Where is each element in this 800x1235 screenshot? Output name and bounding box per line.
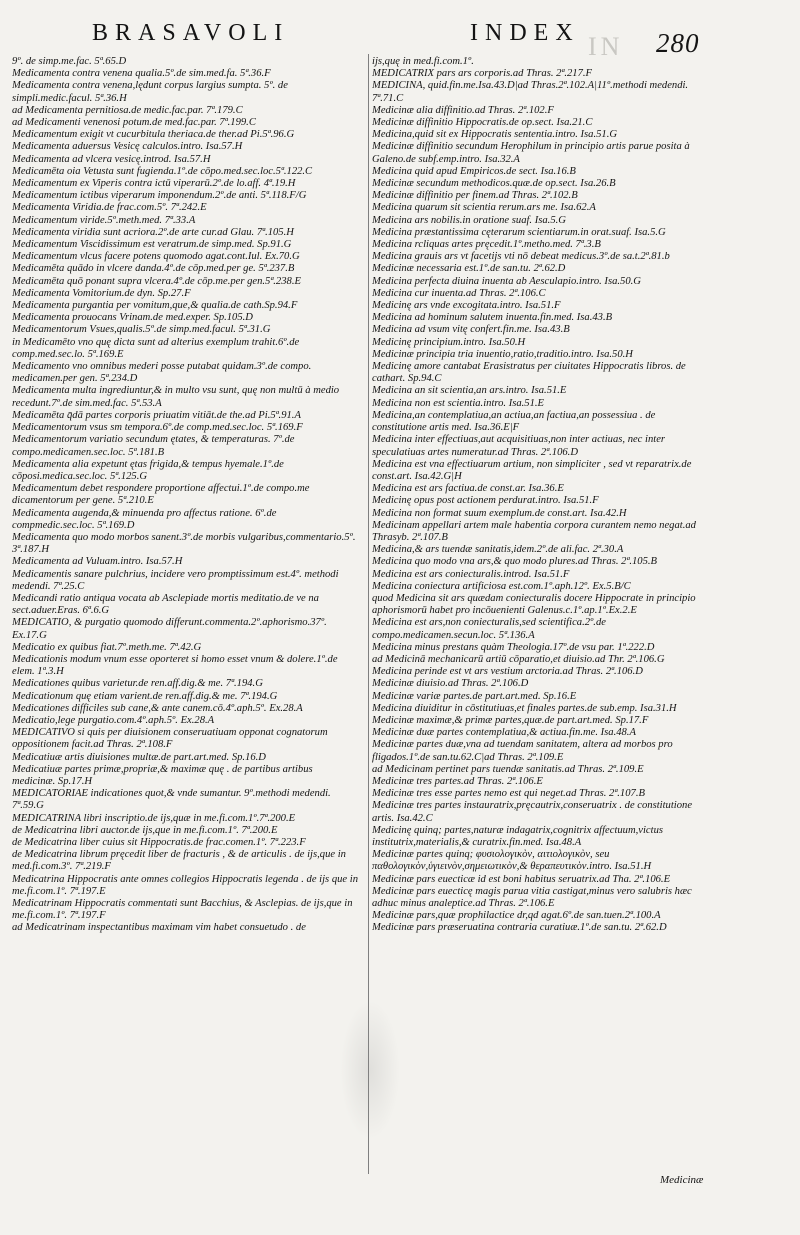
index-entry: Medicinę opus post actionem perdurat.intro. Isa.51.F (372, 495, 599, 507)
index-entry: Medicatio,lege purgatio.com.4º.aph.5º. Ex.28.A (12, 714, 215, 726)
index-entry: Medicinæ pars,quæ prophilactice dr,qd agat.6º.de san.tuen.2ª.100.A (372, 910, 661, 922)
index-entry: Medicinæ diffinitio Hippocratis.de op.sect. Isa.21.C (372, 117, 593, 129)
index-entry: Medicina perfecta diuina inuenta ab Aesculapio.intro. Isa.50.G (372, 275, 641, 287)
index-entry: Medicinæ diuisio.ad Thras. 2ª.106.D (372, 678, 529, 690)
index-entry: Medicamenta contra venena,lędunt corpus largius sumpta. 5º. de simpli.medic.facul. 5ª.36.H (12, 80, 288, 104)
index-entry: Medicamenta multa ingrediuntur,& in multo vsu sunt, quę non multū à medio recedunt.7º.de sim.med.fac. 5ª.53.A (12, 385, 340, 409)
index-entry: Medicinę amore cantabat Erasistratus per ciuitates Hippocratis libros. de cathart. Sp.94.C (372, 361, 686, 385)
index-column-left (12, 56, 358, 935)
index-entry: Medicamenta Viridia.de frac.com.5º. 7ª.242.E (12, 202, 207, 214)
index-entry: Medicamenta aduersus Vesicę calculos.intro. Isa.57.H (12, 141, 243, 153)
index-entry: Medicamenta viridia sunt acriora.2º.de arte cur.ad Glau. 7ª.105.H (12, 226, 294, 238)
index-entry: Medicamenta Vomitorium.de dyn. Sp.27.F (12, 287, 191, 299)
index-entry: Medicamentorum variatio secundum ętates, & temperaturas. 7º.de compo.medicamen.sec.loc. 5ª.181.B (12, 434, 295, 458)
index-entry: Medicina quarum sit scientia rerum.ars me. Isa.62.A (372, 202, 596, 214)
index-entry: Medicinæ alia diffinitio.ad Thras. 2ª.102.F (372, 104, 554, 116)
index-entry: Medicamentum vlcus facere potens quomodo agat.cont.Iul. Ex.70.G (12, 251, 300, 263)
index-entry: Medicamenta purgantia per vomitum,que,& qualia.de cath.Sp.94.F (12, 300, 298, 312)
index-entry: Medicinæ partes quinq; φυσιολογικὸν, αιτιολογικὸν, seu παθολογικὸν,ὑγιεινὸν,σημειωτικὸν,& θεραπευτικὸν.intro. Isa.51.H (372, 849, 652, 873)
index-entry: Medicamenta alia expetunt ętas frigida,& tempus hyemale.1º.de cōposi.medica.sec.loc. 5ª.125.G (12, 458, 284, 482)
index-entry: Medicinæ tres esse partes nemo est qui neget.ad Thras. 2ª.107.B (372, 788, 645, 800)
index-entry: Medicina grauis ars vt facetijs vti nō debeat medicus.3º.de sa.t.2ª.81.b (372, 251, 670, 263)
index-entry: Medicamentum Viscidissimum est veratrum.de simp.med. Sp.91.G (12, 239, 292, 251)
index-entry: Medicina perinde est vt ars vestium arctoria.ad Thras. 2ª.106.D (372, 666, 643, 678)
index-entry: Medicina est ars factiua.de const.ar. Isa.36.E (372, 483, 564, 495)
index-entry: in Medicamēto vno quę dicta sunt ad alterius exemplum trahit.6º.de comp.med.sec.lo. 5ª.169.E (12, 336, 300, 360)
index-entry: Medicina,an contemplatiua,an actiua,an factiua,an possessiua . de constitutione artis med. Isa.36.E|F (372, 409, 656, 434)
index-entry: Medicamentorum Vsues,qualis.5º.de simp.med.facul. 5ª.31.G (12, 324, 271, 336)
index-entry: Medicamentum exigit vt cucurbitula theriaca.de ther.ad Pi.5ª.96.G (12, 129, 295, 141)
index-entry: Medicinæ tres partes instauratrix,pręcautrix,conseruatrix . de constitutione artis. Isa.42.C (372, 800, 693, 824)
index-entry: ad Medicatrinam inspectantibus maximam vim habet consuetudo . de (12, 922, 306, 934)
index-entry: Medicandi ratio antiqua vocata ab Asclepiade mortis meditatio.de ve na sect.aduer.Eras. 6ª.6.G (12, 592, 319, 617)
index-entry: Medicatiuæ artis diuisiones multæ.de part.art.med. Sp.16.D (12, 751, 266, 763)
index-entry: Medicationum quę etiam varient.de ren.aff.dig.& me. 7ª.194.G (12, 690, 278, 702)
index-entry: Medicationis modum vnum esse oporteret si homo esset vnum & dolere.1º.de elem. 1ª.3.H (12, 653, 338, 678)
index-entry: Medicamentorum vsus sm tempora.6º.de comp.med.sec.loc. 5ª.169.F (12, 422, 303, 434)
index-entry: Medicina,quid sit ex Hippocratis sententia.intro. Isa.51.G (372, 129, 618, 141)
index-column-right (372, 56, 710, 935)
index-entry: ad Medicinā mechanicarū artiū cōparatio,et diuisio.ad Thr. 2ª.106.G (372, 653, 665, 665)
index-entry: Medicinæ tres partes.ad Thras. 2ª.106.E (372, 775, 543, 787)
index-entry: ad Medicinam pertinet pars tuendæ sanitatis.ad Thras. 2ª.109.E (372, 763, 644, 775)
index-entry: Medicinæ maximæ,& primæ partes,quæ.de part.art.med. Sp.17.F (372, 714, 649, 726)
index-entry: Medicinæ variæ partes.de part.art.med. Sp.16.E (372, 690, 577, 702)
index-entry: Medicina an sit scientia,an ars.intro. Isa.51.E (372, 385, 567, 397)
index-entry: de Medicatrina librum pręcedit liber de fracturis , & de articulis . de ijs,que in med.fi.com.3º. 7ª.219.F (12, 849, 346, 873)
index-entry: Medicatio ex quibus fiat.7º.meth.me. 7ª.42.G (12, 641, 202, 653)
index-entry: Medicina minus prestans quàm Theologia.17º.de vsu par. 1ª.222.D (372, 641, 655, 653)
index-entry: Medicinæ duæ partes contemplatiua,& actiua.fin.me. Isa.48.A (372, 727, 636, 739)
index-entry: Medicina præstantissima cęterarum scientiarum.in orat.suaf. Isa.5.G (372, 226, 666, 238)
index-entry: Medicamēta quādo in vlcere danda.4º.de cōp.med.per ge. 5ª.237.B (12, 263, 295, 275)
index-entry: Medicina inter effectiuas,aut acquisitiuas,non inter actiuas, nec inter speculatiuas artes numeratur.ad Thras. 2ª.106.D (372, 434, 666, 458)
index-entry: ad Medicamenta pernitiosa.de medic.fac.par. 7ª.179.C (12, 104, 243, 116)
index-entry: MEDICATIVO si quis per diuisionem conseruatiuam opponat cognatorum oppositionem facit.ad Thras. 2ª.108.F (12, 727, 328, 751)
page-number: 280 (656, 28, 700, 58)
index-entry: Medicamēta oia Vetusta sunt fugienda.1º.de cōpo.med.sec.loc.5ª.122.C (12, 165, 313, 177)
index-entry: Medicina ad vsum vitę confert.fin.me. Isa.43.B (372, 324, 570, 336)
index-entry: de Medicatrina liber cuius sit Hippocratis.de frac.comen.1º. 7ª.223.F (12, 837, 306, 848)
bleed-through-text: IN (588, 32, 624, 61)
index-entry: Medicationes quibus varietur.de ren.aff.dig.& me. 7ª.194.G (12, 678, 263, 690)
index-entry: Medicina quid apud Empiricos.de sect. Isa.16.B (372, 165, 576, 177)
index-entry: Medicinę ars vnde excogitata.intro. Isa.51.F (372, 300, 561, 312)
index-entry: de Medicatrina libri auctor.de ijs,que in me.fi.com.1º. 7ª.200.E (12, 824, 278, 836)
index-entry: Medicamenta ad vlcera vesicę.introd. Isa.57.H (12, 153, 211, 165)
index-entry: MEDICATRINA libri inscriptio.de ijs,quæ in me.fi.com.1º.7ª.200.E (12, 812, 296, 824)
index-entry: Medicamenta augenda,& minuenda pro affectus ratione. 6º.de compmedic.sec.loc. 5ª.169.D (12, 507, 277, 531)
catchword: Medicinæ (660, 1174, 704, 1186)
index-entry: Medicamēta quō ponant supra vlcera.4º.de cōp.me.per gen.5ª.238.E (12, 275, 301, 287)
index-entry: Medicina quo modo vna ars,& quo modo plures.ad Thras. 2ª.105.B (372, 556, 658, 568)
index-entry: MEDICATORIAE indicationes quot,& vnde sumantur. 9º.methodi medendi. 7ª.59.G (12, 788, 331, 812)
index-entry: Medicinæ diffinitio per finem.ad Thras. 2ª.102.B (372, 190, 578, 202)
index-entry: Medicinæ principia tria inuentio,ratio,traditio.intro. Isa.50.H (372, 348, 633, 360)
index-entry: MEDICATIO, & purgatio quomodo differunt.commenta.2º.aphorismo.37º. Ex.17.G (12, 617, 327, 641)
index-entry: Medicinæ partes duæ,vna ad tuendam sanitatem, altera ad morbos pro fligados.1º.de san.tu.62.C|ad Thras. 2ª.109.E (372, 739, 673, 763)
index-entry: ijs,quę in med.fi.com.1º. (372, 56, 474, 67)
index-entry: Medicina non format suum exemplum.de const.art. Isa.42.H (372, 507, 627, 519)
index-entry: Medicina,& ars tuendæ sanitatis,idem.2º.de ali.fac. 2ª.30.A (372, 544, 624, 556)
index-entry: Medicinę principium.intro. Isa.50.H (372, 336, 526, 348)
index-entry: Medicina est ars,non coniecturalis,sed scientifica.2º.de compo.medicamen.secun.loc. 5ª.136.A (372, 617, 606, 641)
index-entry: Medicinam appellari artem male habentia corpora curantem nemo negat.ad Thrasyb. 2ª.107.B (372, 519, 696, 543)
index-entry: Medicamenta prouocans Vrinam.de med.exper. Sp.105.D (12, 312, 253, 324)
index-entry: Medicatrina Hippocratis ante omnes collegios Hippocratis legenda . de ijs que in me.fi.com.1º. 7ª.197.E (12, 873, 358, 897)
index-entry: Medicina ad hominum salutem inuenta.fin.med. Isa.43.B (372, 312, 613, 324)
index-entry: Medicamenta contra venena qualia.5º.de sim.med.fa. 5ª.36.F (12, 68, 271, 80)
index-entry: quod Medicina sit ars quædam coniecturalis docere Hippocrate in principio aphorismorū habet pro incōuenienti Galenus.c.1º.ap.1º.Ex.2.E (372, 592, 696, 617)
index-entry: Medicatrinam Hippocratis commentati sunt Bacchius, & Asclepias. de ijs,que in me.fi.com.1º. 7ª.197.F (12, 898, 353, 922)
running-head-left: BRASAVOLI (92, 20, 290, 46)
index-entry: Medicina rcliquas artes pręcedit.1º.metho.med. 7ª.3.B (372, 239, 601, 251)
index-entry: Medicamentis sanare pulchrius, incidere vero promptissimum est.4º. methodi medendi. 7ª.25.C (12, 568, 339, 592)
index-entry: Medicina est vna effectiuarum artium, non simpliciter , sed vt reparatrix.de const.art. Isa.42.G|H (372, 458, 692, 482)
running-head-right: INDEX (470, 20, 580, 46)
index-entry: Medicinæ pars euecticæ id est boni habitus seruatrix.ad Tha. 2ª.106.E (372, 873, 671, 885)
index-entry: Medicina coniectura artificiosa est.com.1º.aph.12º. Ex.5.B/C (372, 580, 631, 592)
index-entry: MEDICATRIX pars ars corporis.ad Thras. 2ª.217.F (372, 68, 593, 80)
index-entry: Medicina cur inuenta.ad Thras. 2ª.106.C (372, 287, 546, 299)
index-entry: Medicinæ pars præseruatina contraria curatiuæ.1º.de san.tu. 2ª.62.D (372, 922, 667, 934)
index-entry: MEDICINA, quid.fin.me.Isa.43.D|ad Thras.2ª.102.A|11º.methodi medendi. 7ª.71.C (372, 80, 689, 104)
page-smudge (340, 1000, 400, 1140)
index-entry: Medicamentum ictibus viperarum imponendum.2º.de anti. 5ª.118.F/G (12, 190, 307, 202)
index-entry: Medicinę quinq; partes,naturæ indagatrix,cognitrix affectuum,victus institutrix,materialis,& curatrix.fin.med. Isa.48.A (372, 824, 663, 848)
index-entry: Medicamentum viride.5º.meth.med. 7ª.33.A (12, 214, 196, 226)
index-entry: Medicamentum ex Viperis contra ictū viperarū.2º.de lo.aff. 4ª.19.H (12, 178, 296, 190)
index-entry: Medicamēta q̄dā partes corporis priuatim vitiāt.de the.ad Pi.5ª.91.A (12, 409, 301, 421)
index-entry: Medicatiuæ partes primæ,propriæ,& maximæ quę . de partibus artibus medicinæ. Sp.17.H (12, 763, 313, 787)
index-entry: Medicamentum debet respondere proportione affectui.1º.de compo.me dicamentorum per gene. 5ª.210.E (12, 483, 310, 507)
index-entry: Medicationes difficiles sub cane,& ante canem.cō.4º.aph.5º. Ex.28.A (12, 702, 303, 714)
index-entry: ad Medicamenti venenosi potum.de med.fac.par. 7ª.199.C (12, 117, 256, 129)
index-entry: Medicina ars nobilis.in oratione suaf. Isa.5.G (372, 214, 566, 226)
index-entry: Medicamenta ad Vuluam.intro. Isa.57.H (12, 556, 183, 568)
index-entry: Medicamento vno omnibus mederi posse putabat quidam.3º.de compo. medicamen.per gen. 5ª.234.D (12, 361, 312, 385)
index-entry: Medicinæ pars euecticę magis parua vitia castigat,minus vero salubris hæc adhuc minus analeptice.ad Thras. 2ª.106.E (372, 885, 692, 910)
index-entry: Medicinæ diffinitio secundum Herophilum in principio artis parue posita à Galeno.de subf.emp.intro. Isa.32.A (372, 141, 690, 165)
index-entry: Medicina non est scientia.intro. Isa.51.E (372, 397, 545, 409)
index-entry: Medicina est ars coniecturalis.introd. Isa.51.F (372, 568, 570, 580)
index-entry: Medicamenta quo modo morbos sanent.3º.de morbis vulgaribus,commentario.5º. 3ª.187.H (12, 531, 356, 556)
index-entry: Medicinæ necessaria est.1º.de san.tu. 2ª.62.D (372, 263, 566, 275)
index-entry: Medicinæ secundum methodicos.quæ.de op.sect. Isa.26.B (372, 178, 616, 190)
index-entry: Medicina diuiditur in cōstitutiuas,et finales partes.de sub.emp. Isa.31.H (372, 702, 677, 714)
index-entry: 9º. de simp.me.fac. 5ª.65.D (12, 56, 127, 67)
